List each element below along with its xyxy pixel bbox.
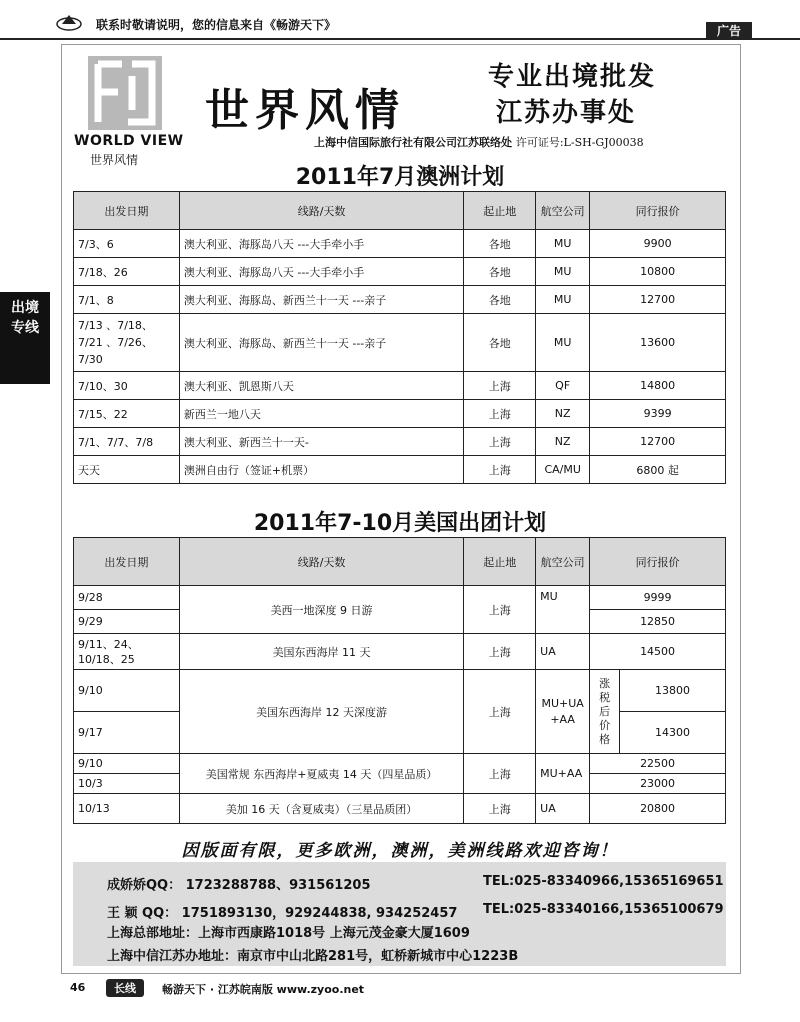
contact-tel-1: TEL:025-83340966,15365169651 [483,874,724,889]
company-line [314,134,644,150]
table-row: 10/13 美加 16 天（含夏威夷）（三星品质团） 上海 UA 20800 [74,794,726,824]
australia-title: 2011年7月澳洲计划 [295,165,505,190]
table-row: 9/28 美西一地深度 9 日游 上海 MU 9999 [74,586,726,610]
usa-title: 2011年7-10月美国出团计划 [253,511,547,536]
header-airline: 航空公司 [536,192,590,230]
slogan-office: 江苏办事处 [496,98,637,128]
table-header-row [74,192,726,230]
footer-text: 畅游天下 · 江苏皖南版 www.zyoo.net [162,983,365,996]
table-row: 9/29 12850 [74,610,726,634]
header-price: 同行报价 [590,538,726,586]
table-row: 9/10 美国常规 东西海岸+夏威夷 14 天（四星品质） 上海 MU+AA 22500 [74,754,726,774]
table-header-row [74,538,726,586]
contact-qq-1: 成娇娇QQ： 1723288788、931561205 [107,878,371,893]
header-airline: 航空公司 [536,538,590,586]
table-row: 7/10、30 澳大利亚、凯恩斯八天 上海 QF 14800 [74,372,726,400]
header-route: 线路/天数 [179,192,463,230]
table-row: 天天 澳洲自由行（签证+机票） 上海 CA/MU 6800 起 [74,456,726,484]
header-from: 起止地 [464,538,536,586]
contact-tel-2: TEL:025-83340166,15365100679 [483,902,724,917]
table-row: 9/10 美国东西海岸 12 天深度游 上海 MU+UA +AA 涨税后价格 13800 [74,670,726,712]
brand-english: WORLD VIEW [74,133,184,149]
usa-table [73,537,726,824]
header-date: 出发日期 [74,192,180,230]
license-number: 许可证号:L-SH-GJ00038 [515,136,644,149]
world-view-logo-icon [88,56,162,130]
header-price: 同行报价 [590,192,726,230]
header-from: 起止地 [464,192,536,230]
table-row: 7/3、6 澳大利亚、海豚岛八天 ---大手牵小手 各地 MU 9900 [74,230,726,258]
table-row: 7/15、22 新西兰一地八天 上海 NZ 9399 [74,400,726,428]
ad-tag: 广告 [706,22,752,40]
table-row: 7/1、8 澳大利亚、海豚岛、新西兰十一天 ---亲子 各地 MU 12700 [74,286,726,314]
contact-panel [73,862,726,966]
header-route: 线路/天数 [179,538,463,586]
header-date: 出发日期 [74,538,180,586]
contact-qq-2: 王 颖 QQ： 1751893130，929244838, 934252457 [107,906,458,921]
australia-table [73,191,726,484]
page-footer [0,975,800,997]
section-badge: 长线 [106,979,144,997]
table-row: 9/11、24、10/18、25 美国东西海岸 11 天 上海 UA 14500 [74,634,726,670]
table-row: 9/17 14300 [74,712,726,754]
jiangsu-address: 上海中信江苏办地址：南京市中山北路281号，虹桥新城市中心1223B [107,949,519,964]
tax-note: 涨税后价格 [590,670,620,754]
table-row: 7/13 、7/18、7/21 、7/26、7/30 澳大利亚、海豚岛、新西兰十一天 ---亲子 各地 MU 13600 [74,314,726,372]
table-row: 10/3 23000 [74,774,726,794]
hq-address: 上海总部地址：上海市西康路1018号 上海元茂金豪大厦1609 [107,926,470,941]
brand-title: 世界风情 [205,85,405,136]
page-number: 46 [70,981,86,994]
top-bar [0,0,800,40]
table-row: 7/18、26 澳大利亚、海豚岛八天 ---大手牵小手 各地 MU 10800 [74,258,726,286]
side-section-tab: 出境 专线 [0,292,50,384]
bottom-slogan: 因版面有限，更多欧洲，澳洲，美洲线路欢迎咨询！ [181,841,619,861]
company-name: 上海中信国际旅行社有限公司江苏联络处 [314,136,512,149]
slogan-wholesale: 专业出境批发 [488,62,657,92]
magazine-logo-icon [56,12,82,32]
source-note: 联系时敬请说明，您的信息来自《畅游天下》 [96,18,337,32]
table-row: 7/1、7/7、7/8 澳大利亚、新西兰十一天- 上海 NZ 12700 [74,428,726,456]
brand-chinese-small: 世界风情 [90,153,139,167]
